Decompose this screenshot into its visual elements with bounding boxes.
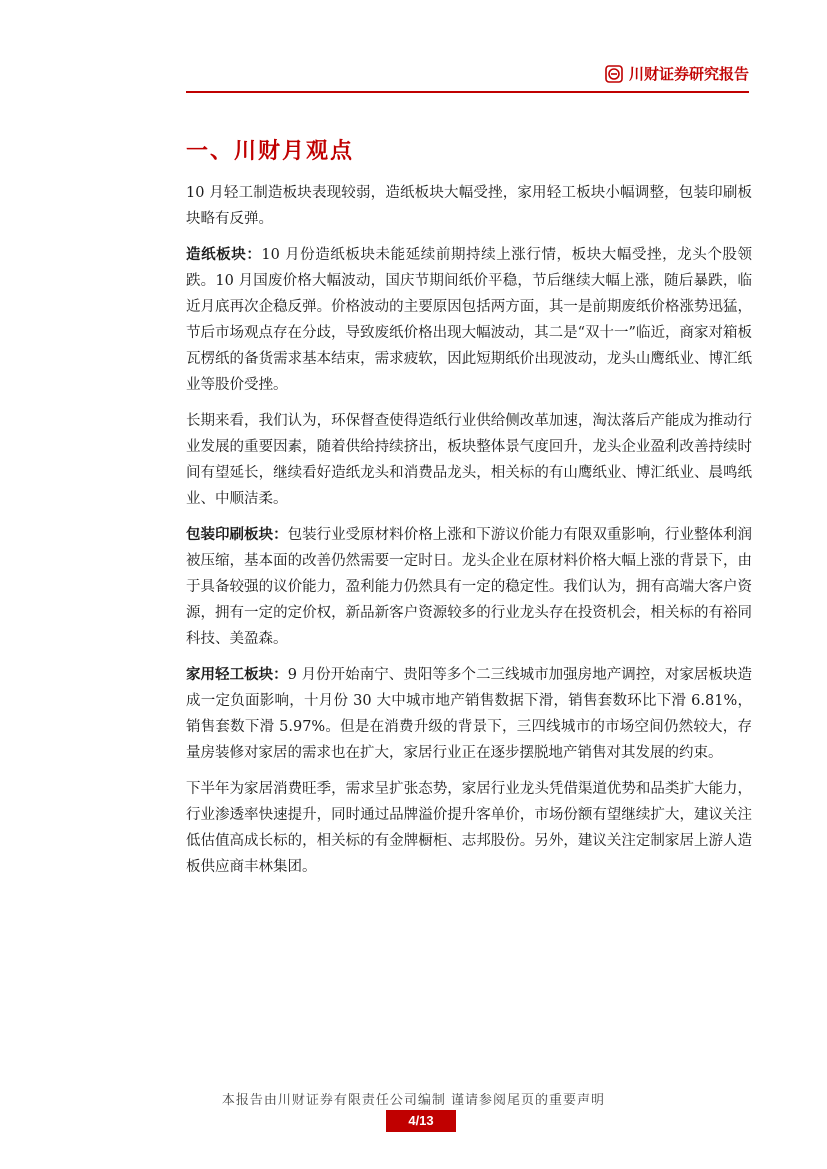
paragraph-lead: 家用轻工板块：	[186, 666, 288, 683]
section-title: 一、川财月观点	[186, 138, 355, 164]
paragraph-text: 长期来看，我们认为，环保督查使得造纸行业供给侧改革加速，淘汰落后产能成为推动行业发展的重要因素，随着供给持续挤出，板块整体景气度回升，龙头企业盈利改善持续时间有望延长，继续看好造纸龙头和消费品龙头，相关标的有山鹰纸业、博汇纸业、晨鸣纸业、中顺洁柔。	[186, 413, 752, 507]
paragraph-lead: 包装印刷板块：	[186, 526, 288, 543]
paragraph-text: 下半年为家居消费旺季，需求呈扩张态势，家居行业龙头凭借渠道优势和品类扩大能力，行业渗透率快速提升，同时通过品牌溢价提升客单价，市场份额有望继续扩大，建议关注低估值高成长标的，相关标的有金牌橱柜、志邦股份。另外，建议关注定制家居上游人造板供应商丰林集团。	[186, 781, 752, 875]
chuancai-logo-icon	[605, 65, 623, 83]
paragraph-paper-sector	[186, 242, 752, 398]
paragraph-text: 9 月份开始南宁、贵阳等多个二三线城市加强房地产调控，对家居板块造成一定负面影响，十月份 30 大中城市地产销售数据下滑，销售套数环比下滑 6.81%，销售套数下滑 5.97%。但是在消费升级的背景下，三四线城市的市场空间仍然较大，存量房装修对家居的需求也在扩大，家居行业正在逐步摆脱地产销售对其发展的约束。	[186, 667, 752, 761]
paragraph-text: 10 月份造纸板块未能延续前期持续上涨行情，板块大幅受挫，龙头个股领跌。10 月国废价格大幅波动，国庆节期间纸价平稳，节后继续大幅上涨，随后暴跌，临近月底再次企稳反弹。价格波动的主要原因包括两方面，其一是前期废纸价格涨势迅猛，节后市场观点存在分歧，导致废纸价格出现大幅波动，其二是“双十一”临近，商家对箱板瓦楞纸的备货需求基本结束，需求疲软，因此短期纸价出现波动，龙头山鹰纸业、博汇纸业等股价受挫。	[186, 247, 753, 393]
footer-disclaimer: 本报告由川财证券有限责任公司编制 谨请参阅尾页的重要声明	[221, 1093, 606, 1108]
page-number: 4/13	[386, 1110, 456, 1132]
paragraph-household-outlook	[186, 776, 752, 880]
paragraph-text: 10 月轻工制造板块表现较弱，造纸板块大幅受挫，家用轻工板块小幅调整，包装印刷板块略有反弹。	[186, 185, 752, 227]
page-header	[186, 63, 749, 93]
paragraph-lead: 造纸板块：	[186, 246, 262, 263]
paragraph-summary	[186, 180, 752, 232]
paragraph-paper-outlook	[186, 408, 752, 512]
paragraph-packaging-sector	[186, 522, 752, 652]
paragraph-household-sector	[186, 662, 752, 766]
brand-text: 川财证券研究报告	[628, 65, 749, 83]
report-body	[186, 180, 752, 890]
paragraph-text: 包装行业受原材料价格上涨和下游议价能力有限双重影响，行业整体利润被压缩，基本面的改善仍然需要一定时日。龙头企业在原材料价格大幅上涨的背景下，由于具备较强的议价能力，盈利能力仍然具有一定的稳定性。我们认为，拥有高端大客户资源，拥有一定的定价权，新品新客户资源较多的行业龙头存在投资机会，相关标的有裕同科技、美盈森。	[186, 527, 752, 647]
report-brand	[605, 63, 749, 84]
header-rule	[186, 91, 749, 93]
